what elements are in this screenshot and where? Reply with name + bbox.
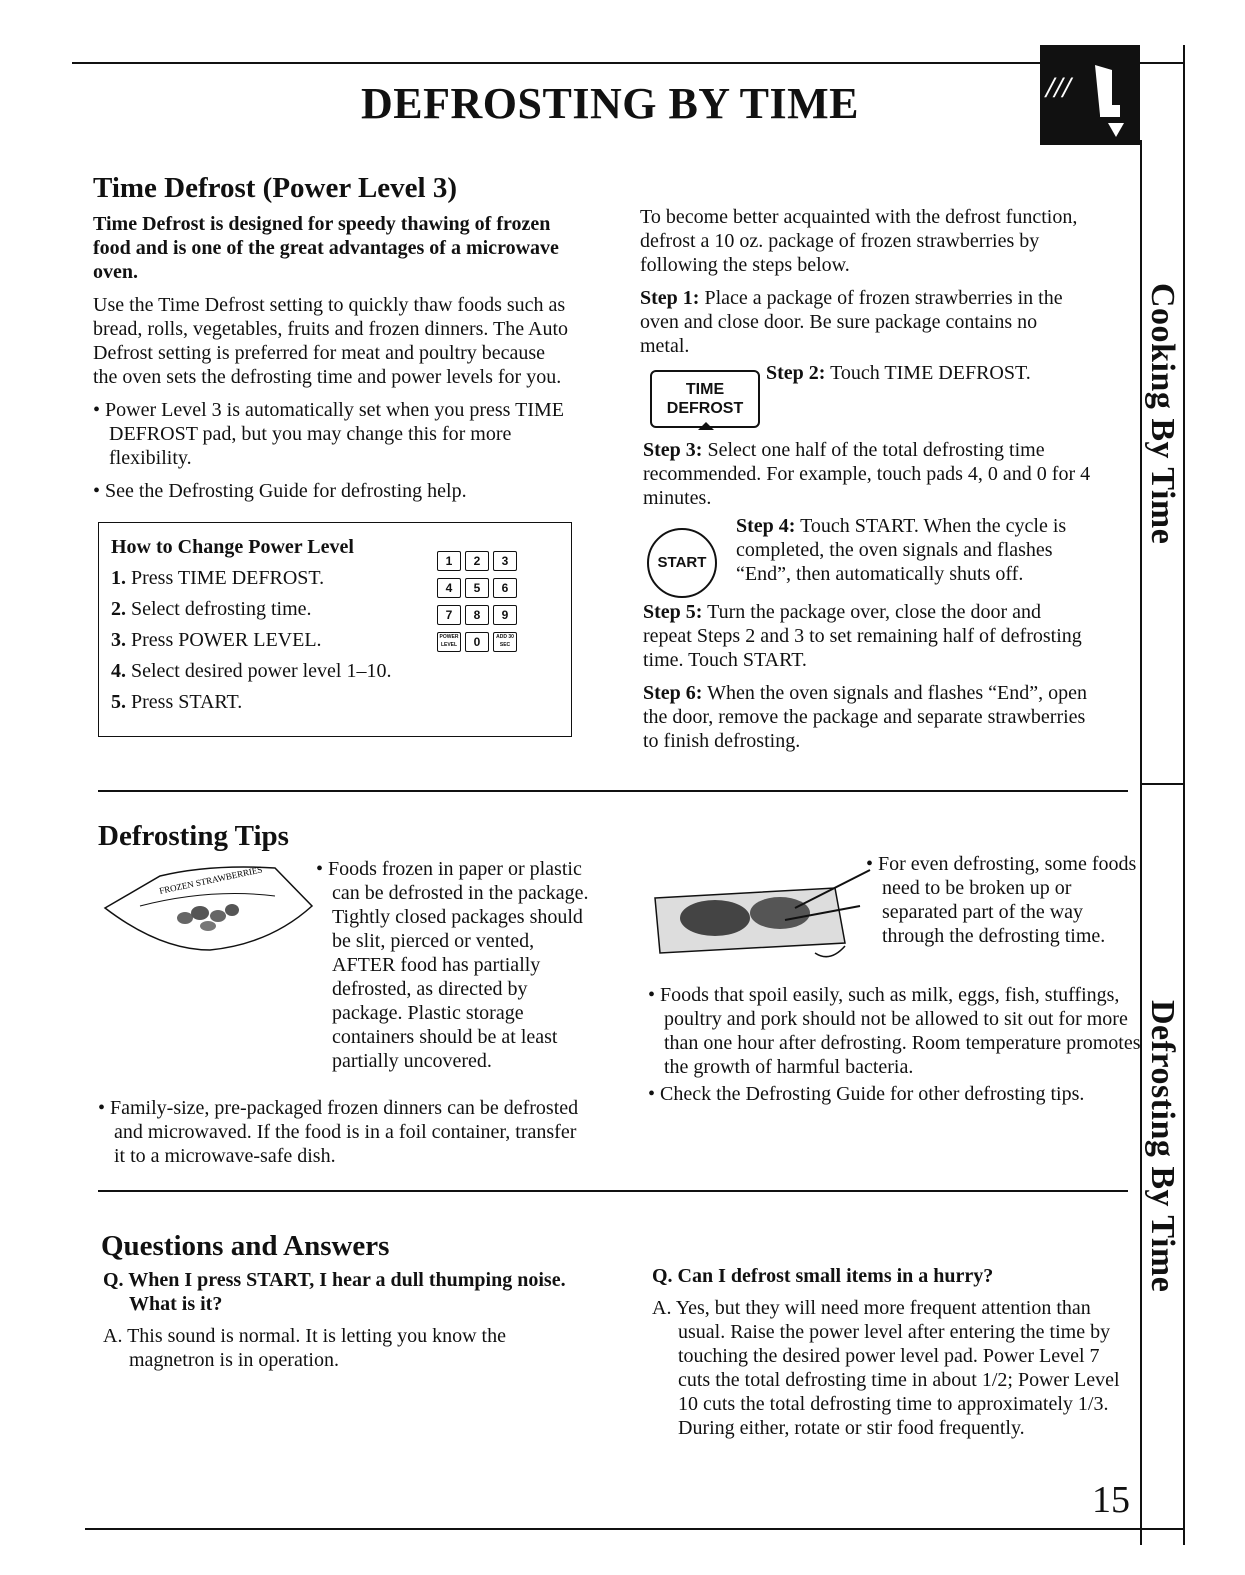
step-5: Step 5: Turn the package over, close the door and repeat Steps 2 and 3 to set remaining half of defrosting time. Touch START. — [643, 601, 1082, 671]
time-defrost-button-line2: DEFROST — [666, 400, 744, 417]
time-defrost-button-line1: TIME — [685, 381, 725, 398]
side-tab-cooking-by-time: Cooking By Time — [1144, 283, 1181, 545]
time-defrost-column — [93, 212, 571, 512]
tip-family-size: • Family-size, pre-packaged frozen dinners can be defrosted and microwaved. If the food is in a foil container, transfer it to a microwave-safe dish. — [98, 1097, 579, 1167]
meat-dish-illustration — [645, 858, 875, 968]
keypad-key[interactable]: 7 — [437, 605, 461, 625]
defrosting-tips-heading: Defrosting Tips — [98, 820, 289, 852]
section-divider — [98, 1190, 1128, 1192]
time-defrost-heading: Time Defrost (Power Level 3) — [93, 172, 458, 204]
how-to-heading: How to Change Power Level — [111, 536, 354, 558]
side-frame-divider — [1140, 783, 1185, 785]
side-frame-left — [1140, 140, 1142, 1545]
page-number: 15 — [1092, 1479, 1130, 1521]
time-defrost-bullet: • See the Defrosting Guide for defrosting help. — [93, 480, 467, 502]
how-to-box — [98, 522, 572, 737]
question-2: Q. Can I defrost small items in a hurry? — [652, 1265, 994, 1287]
section-divider — [98, 790, 1128, 792]
tip-spoil-easily: • Foods that spoil easily, such as milk, eggs, fish, stuffings, poultry and pork should not be allowed to sit out for more than one hour after defrosting. Room temperature promotes the growth of harmful bacteria. — [648, 984, 1141, 1078]
steps-intro: To become better acquainted with the defrost function, defrost a 10 oz. package of frozen strawberries by following the steps below. — [640, 206, 1078, 276]
start-button-icon: START — [647, 528, 717, 598]
keypad-key[interactable]: 4 — [437, 578, 461, 598]
step-4: Step 4: Touch START. When the cycle is completed, the oven signals and flashes “End”, then automatically shuts off. — [736, 515, 1067, 585]
microwave-icon — [1040, 45, 1140, 145]
steps-column — [640, 205, 1090, 367]
qa-right — [652, 1264, 1130, 1440]
how-to-step: 1. Press TIME DEFROST. — [111, 567, 325, 589]
step-2: Step 2: Touch TIME DEFROST. — [766, 362, 1031, 384]
question-1: Q. When I press START, I hear a dull thumping noise. What is it? — [103, 1269, 566, 1315]
keypad — [437, 551, 547, 652]
keypad-key[interactable]: 1 — [437, 551, 461, 571]
keypad-key[interactable]: 2 — [465, 551, 489, 571]
keypad-key[interactable]: 5 — [465, 578, 489, 598]
bottom-rule — [85, 1528, 1185, 1530]
tip-even-defrosting: • For even defrosting, some foods need to be broken up or separated part of the way through the defrosting time. — [866, 853, 1137, 947]
side-tab-defrosting-by-time: Defrosting By Time — [1144, 1000, 1181, 1293]
answer-2: A. Yes, but they will need more frequent attention than usual. Raise the power level after entering the time by touching the desired power level pad. Power Level 7 cuts the total defrosting time in about 1/2; Power Level 10 cuts the total defrosting time to approximately 1/3. During either, rotate or stir food frequently. — [652, 1297, 1120, 1439]
how-to-step: 2. Select defrosting time. — [111, 598, 312, 620]
keypad-key[interactable]: 6 — [493, 578, 517, 598]
time-defrost-intro: Time Defrost is designed for speedy thawing of frozen food and is one of the great advantages of a microwave oven. — [93, 213, 559, 283]
how-to-step: 3. Press POWER LEVEL. — [111, 629, 322, 651]
side-frame-right — [1183, 45, 1185, 1545]
tip-paper-plastic: • Foods frozen in paper or plastic can be defrosted in the package. Tightly closed packages should be slit, pierced or vented, AFTER food has partially defrosted, as directed by package. Plastic storage containers should be at least partially uncovered. — [316, 858, 589, 1072]
top-rule — [72, 62, 1184, 64]
keypad-add-30-sec-key[interactable]: ADD 30 SEC — [493, 632, 517, 652]
keypad-key[interactable]: 9 — [493, 605, 517, 625]
keypad-key[interactable]: 8 — [465, 605, 489, 625]
how-to-step: 4. Select desired power level 1–10. — [111, 660, 392, 682]
time-defrost-paragraph: Use the Time Defrost setting to quickly thaw foods such as bread, rolls, vegetables, fruits and frozen dinners. The Auto Defrost setting is preferred for meat and poultry because the oven sets the defrosting time and power levels for you. — [93, 294, 569, 388]
keypad-key[interactable]: 3 — [493, 551, 517, 571]
qa-heading: Questions and Answers — [101, 1230, 390, 1262]
step-1: Step 1: Place a package of frozen strawberries in the oven and close door. Be sure package contains no metal. — [640, 287, 1063, 357]
svg-text:///: /// — [1046, 71, 1072, 104]
time-defrost-bullet: • Power Level 3 is automatically set when you press TIME DEFROST pad, but you may change this for more flexibility. — [93, 399, 564, 469]
tip-check-guide: • Check the Defrosting Guide for other defrosting tips. — [648, 1083, 1085, 1105]
qa-left — [103, 1268, 573, 1372]
answer-1: A. This sound is normal. It is letting you know the magnetron is in operation. — [103, 1325, 506, 1371]
step-3: Step 3: Select one half of the total defrosting time recommended. For example, touch pads 4, 0 and 0 for 4 minutes. — [643, 439, 1091, 509]
how-to-step: 5. Press START. — [111, 691, 243, 713]
step-6: Step 6: When the oven signals and flashes “End”, open the door, remove the package and separate strawberries to finish defrosting. — [643, 682, 1087, 752]
page-title: DEFROSTING BY TIME — [361, 79, 859, 128]
keypad-key[interactable]: 0 — [465, 632, 489, 652]
time-defrost-button-icon — [650, 370, 760, 428]
bag-label: FROZEN STRAWBERRIES — [158, 864, 264, 896]
strawberry-bag-illustration — [100, 858, 315, 958]
keypad-power-level-key[interactable]: POWER LEVEL — [437, 632, 461, 652]
